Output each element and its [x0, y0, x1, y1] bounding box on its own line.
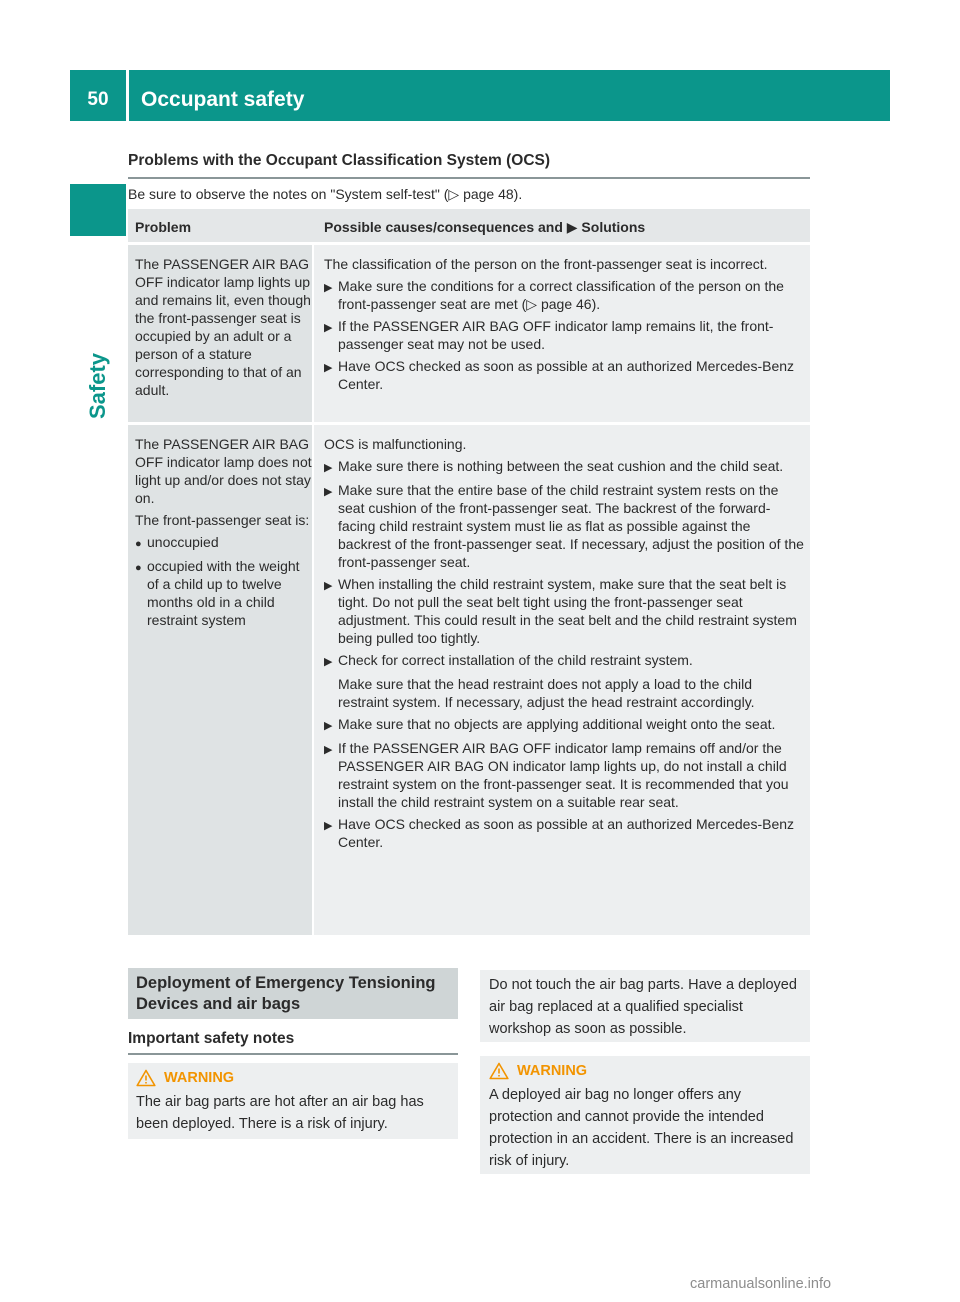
side-tab-label: Safety	[85, 352, 110, 420]
warning-text: A deployed air bag no longer offers any protection and cannot provide the intended protection in an accident. There is an increased risk of injury.	[489, 1087, 794, 1169]
solutions-cell	[314, 425, 810, 935]
solution-item: ▶ If the PASSENGER AIR BAG OFF indicator lamp remains off and/or the PASSENGER AIR BAG ON indicator lamp lights up, do not install a child restraint system on the front-passenger seat. It is recommended that you install the child restraint system on a suitable rear seat.	[324, 740, 789, 810]
warning-triangle-icon	[136, 1069, 156, 1087]
intro-text: Be sure to observe the notes on "System self-test" (▷ page 48).	[128, 186, 523, 202]
problem-cell	[128, 245, 314, 422]
bullet-icon: ●	[135, 538, 142, 550]
action-arrow-icon: ▶	[324, 462, 333, 474]
watermark: carmanualsonline.info	[690, 1276, 832, 1292]
solution-item: ▶ Make sure that the entire base of the child restraint system rests on the seat cushion of the front-passenger seat. The backrest of the forward-facing child restraint system must lie as flat as possible against the backrest of the front-passenger seat. If necessary, adjust the position of the front-passenger seat.	[324, 482, 804, 570]
solution-item: ▶ Make sure that no objects are applying additional weight onto the seat.	[324, 715, 804, 735]
note-box: Do not touch the air bag parts. Have a deployed air bag replaced at a qualified specialist workshop as soon as possible.	[480, 970, 810, 1042]
solution-item: ▶ Have OCS checked as soon as possible at an authorized Mercedes-Benz Center.	[324, 358, 795, 392]
page-number: 50	[87, 89, 109, 110]
table-row	[128, 425, 810, 938]
problem-bullet: ● occupied with the weight of a child up to twelve months old in a child restraint system	[135, 558, 300, 628]
solution-item: ▶ If the PASSENGER AIR BAG OFF indicator lamp remains lit, the front-passenger seat may not be used.	[324, 318, 774, 352]
action-arrow-icon: ▶	[324, 820, 333, 832]
header-divider	[126, 70, 129, 121]
solution-item: ▶ Check for correct installation of the child restraint system.	[324, 651, 804, 671]
warning-triangle-icon	[489, 1062, 509, 1080]
warning-text: The air bag parts are hot after an air bag has been deployed. There is a risk of injury.	[136, 1094, 424, 1132]
warning-box	[480, 1056, 810, 1174]
problem-text: The PASSENGER AIR BAG OFF indicator lamp lights up and remains lit, even though the front-passenger seat is occupied by an adult or a person of a stature corresponding to that of an adult.	[135, 256, 311, 398]
action-arrow-icon: ▶	[324, 580, 333, 592]
problem-text: The PASSENGER AIR BAG OFF indicator lamp does not light up and/or does not stay on.	[135, 436, 312, 506]
page-title: Occupant safety	[141, 88, 305, 111]
action-arrow-icon: ▶	[324, 362, 333, 374]
subsection-title: Important safety notes	[128, 1030, 295, 1047]
action-arrow-icon: ▶	[324, 656, 333, 668]
warning-header: WARNING	[136, 1067, 452, 1089]
action-arrow-icon: ▶	[324, 720, 333, 732]
subsection-rule	[128, 1053, 458, 1055]
table-row	[128, 245, 810, 425]
section-title: Problems with the Occupant Classification System (OCS)	[128, 152, 551, 169]
bullet-icon: ●	[135, 562, 142, 574]
warning-header: WARNING	[489, 1060, 804, 1082]
solution-item: ▶ Have OCS checked as soon as possible at an authorized Mercedes-Benz Center.	[324, 816, 795, 850]
header-solutions: Possible causes/consequences and ▶ Solutions	[324, 219, 646, 235]
solution-item: ▶ Make sure the conditions for a correct classification of the person on the front-passenger seat are met (▷ page 46).	[324, 278, 784, 312]
solution-note: Make sure that the head restraint does not apply a load to the child restraint system. If necessary, adjust the head restraint accordingly.	[338, 676, 755, 710]
problems-table	[128, 209, 810, 938]
action-arrow-icon: ▶	[324, 282, 333, 294]
action-arrow-icon: ▶	[324, 744, 333, 756]
cause-text: The classification of the person on the front-passenger seat is incorrect.	[324, 256, 768, 272]
section-rule	[128, 177, 810, 179]
problem-bullet: ● unoccupied	[135, 533, 312, 553]
warning-box	[128, 1063, 458, 1139]
solution-item: ▶ Make sure there is nothing between the seat cushion and the child seat.	[324, 457, 804, 477]
problem-extra: The front-passenger seat is:	[135, 512, 310, 528]
deployment-heading: Deployment of Emergency Tensioning Devices and air bags	[128, 968, 458, 1019]
solution-item: ▶ When installing the child restraint system, make sure that the seat belt is tight. Do not pull the seat belt tight using the front-passenger seat adjustment. This could result in the seat belt and the child restraint system being pulled too tightly.	[324, 576, 797, 646]
problem-cell	[128, 425, 314, 935]
cause-text: OCS is malfunctioning.	[324, 436, 467, 452]
action-arrow-icon: ▶	[324, 322, 333, 334]
header-problem: Problem	[135, 219, 192, 235]
table-header	[128, 209, 810, 245]
action-arrow-icon: ▶	[324, 486, 333, 498]
solutions-cell	[314, 245, 810, 422]
side-tab-marker	[70, 184, 126, 236]
